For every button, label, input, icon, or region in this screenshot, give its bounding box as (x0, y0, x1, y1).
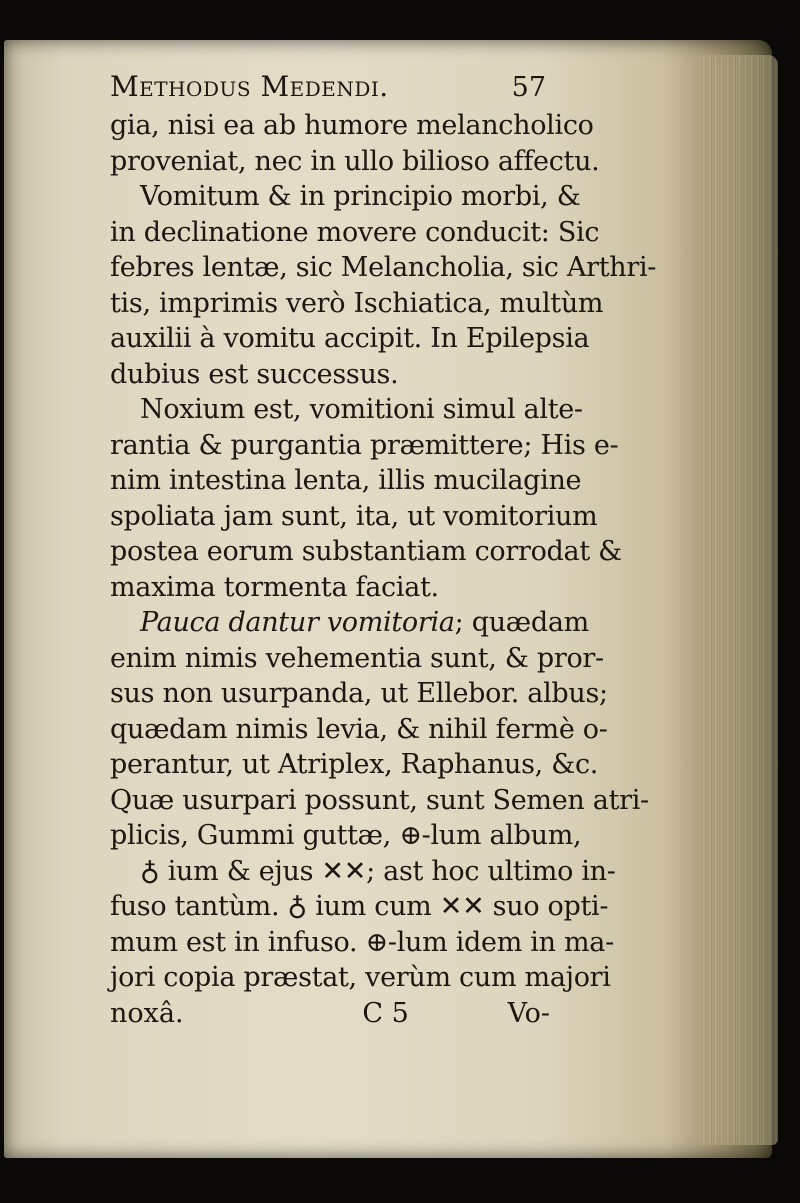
text-line: Vomitum & in principio morbi, & (140, 181, 581, 212)
page-edges (700, 55, 778, 1145)
text-line: febres lentæ, sic Melancholia, sic Arthri- (110, 252, 657, 283)
text-line: nim intestina lenta, illis mucilagine (110, 465, 582, 496)
text-line: mum est in infuso. ⊕-lum idem in ma- (110, 926, 614, 958)
text-line: maxima tormenta faciat. (110, 571, 439, 603)
signature-mark: C 5 (362, 997, 409, 1029)
text-line: tis, imprimis verò Ischiatica, multùm (110, 287, 604, 319)
catchword: Vo- (507, 997, 550, 1029)
page-header (110, 70, 550, 106)
italic-lead: Pauca dantur vomitoria (140, 607, 455, 638)
text-line: dubius est successus. (110, 358, 399, 390)
text-line: auxilii à vomitu accipit. In Epilepsia (110, 323, 590, 354)
text-line: spoliata jam sunt, ita, ut vomitorium (110, 500, 598, 532)
text-line: rantia & purgantia præmittere; His e- (110, 429, 619, 461)
text-line: sus non usurpanda, ut Ellebor. albus; (110, 678, 608, 709)
text-line: ♁ ium & ejus ✕✕; ast hoc ultimo in- (140, 855, 616, 887)
text-line: Quæ usurpari possunt, sunt Semen atri- (110, 784, 649, 816)
last-word: noxâ. (110, 997, 184, 1029)
page-footer (110, 996, 550, 1032)
running-head: Methodus Medendi. (110, 70, 389, 103)
text-line: plicis, Gummi guttæ, ⊕-lum album, (110, 820, 582, 851)
text-line: perantur, ut Atriplex, Raphanus, &c. (110, 749, 599, 780)
page-number: 57 (511, 72, 546, 103)
page-text (110, 70, 657, 1032)
text-line: jori copia præstat, verùm cum majori (110, 962, 611, 993)
text-line: quædam nimis levia, & nihil fermè o- (110, 713, 608, 745)
text-line: fuso tantùm. ♁ ium cum ✕✕ suo opti- (110, 891, 609, 922)
text-line: enim nimis vehementia sunt, & pror- (110, 642, 604, 674)
text-line: gia, nisi ea ab humore melancholico (110, 110, 594, 141)
text-line: Noxium est, vomitioni simul alte- (140, 394, 583, 425)
text-line-tail: ; quædam (454, 607, 589, 638)
text-line: postea eorum substantiam corrodat & (110, 536, 622, 567)
text-line: proveniat, nec in ullo bilioso affectu. (110, 145, 600, 177)
text-line: in declinatione movere conducit: Sic (110, 216, 600, 248)
text-line (110, 605, 589, 641)
